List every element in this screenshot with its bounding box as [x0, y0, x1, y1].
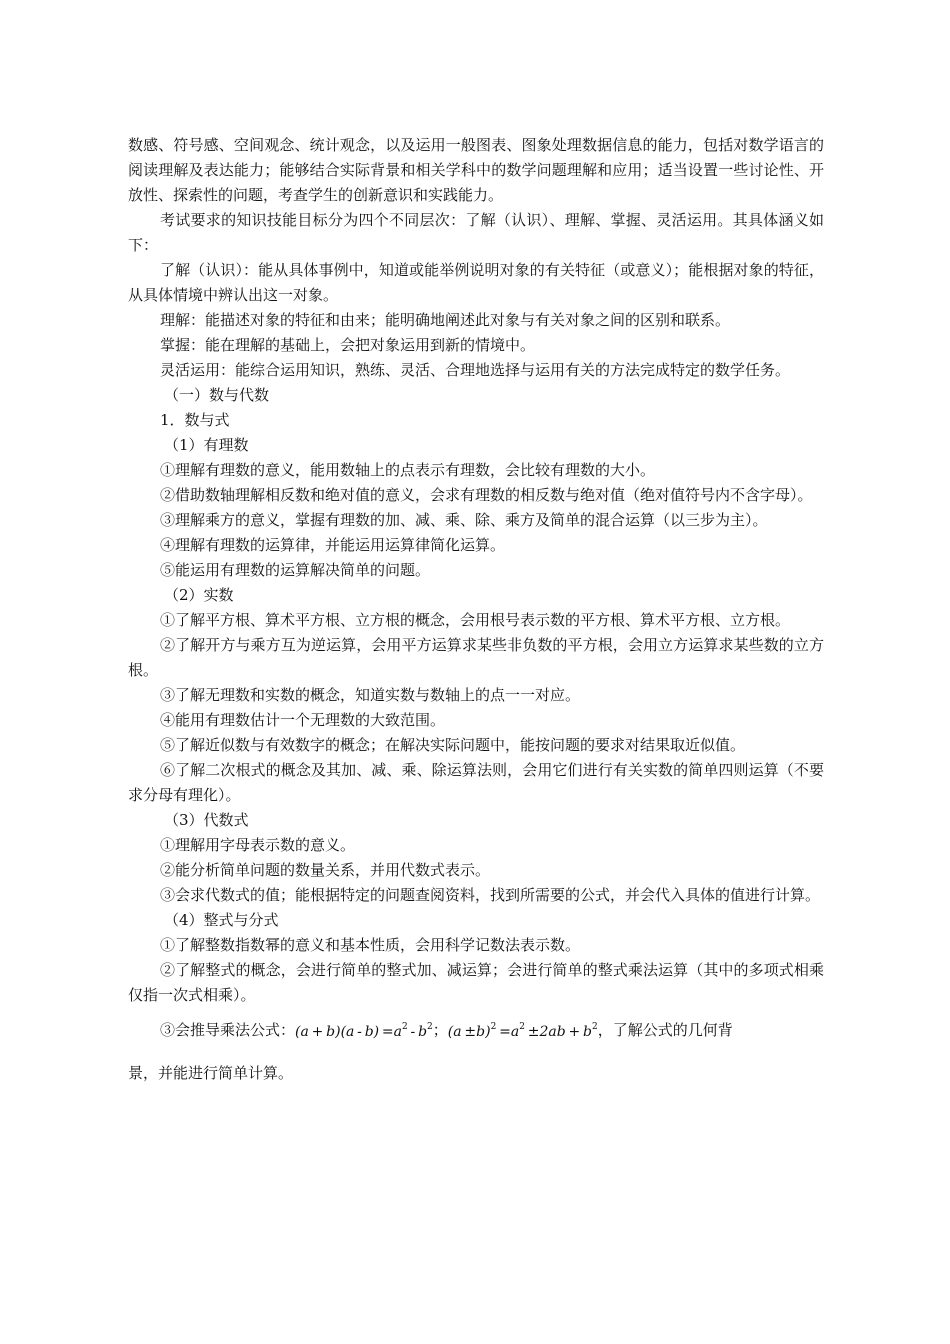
list-item: ⑤能运用有理数的运算解决简单的问题。	[160, 561, 431, 579]
list-item: ②借助数轴理解相反数和绝对值的意义，会求有理数的相反数与绝对值（绝对值符号内不含字母）。	[160, 486, 813, 504]
group-heading: （2）实数	[164, 586, 234, 604]
paragraph-master: 掌握：能在理解的基础上，会把对象运用到新的情境中。	[160, 336, 536, 354]
list-item: ①了解平方根、算术平方根、立方根的概念，会用根号表示数的平方根、算术平方根、立方根。	[160, 611, 791, 629]
paragraph-intro: 数感、符号感、空间观念、统计观念，以及运用一般图表、图象处理数据信息的能力，包括对数学语言的阅读理解及表达能力；能够结合实际背景和相关学科中的数学问题理解和应用；适当设置一些讨论性、开放性、探索性的问题，考查学生的创新意识和实践能力。	[128, 136, 824, 204]
paragraph-understand-recognize: 了解（认识）：能从具体事例中，知道或能举例说明对象的有关特征（或意义）；能根据对象的特征，从具体情境中辨认出这一对象。	[128, 261, 824, 304]
group-heading: （1）有理数	[164, 436, 249, 454]
paragraph-comprehend: 理解：能描述对象的特征和由来；能明确地阐述此对象与有关对象之间的区别和联系。	[160, 311, 731, 329]
subsection-title: 1．数与式	[160, 411, 230, 429]
list-item: ②能分析简单问题的数量关系，并用代数式表示。	[160, 861, 491, 879]
group-heading: （3）代数式	[164, 811, 249, 829]
paragraph-levels: 考试要求的知识技能目标分为四个不同层次：了解（认识）、理解、掌握、灵活运用。其具体涵义如下：	[128, 211, 824, 254]
list-item: ②了解开方与乘方互为逆运算，会用平方运算求某些非负数的平方根，会用立方运算求某些数的立方根。	[128, 636, 824, 679]
formula-prefix: ③会推导乘法公式：	[160, 1020, 296, 1039]
section-title: （一）数与代数	[164, 386, 270, 404]
paragraph-flexible-use: 灵活运用：能综合运用知识，熟练、灵活、合理地选择与运用有关的方法完成特定的数学任务。	[160, 361, 791, 379]
formula-item	[128, 1012, 824, 1047]
list-item: ②了解整式的概念，会进行简单的整式加、减运算；会进行简单的整式乘法运算（其中的多项式相乘仅指一次式相乘）。	[128, 961, 824, 1004]
formula-continuation: 景，并能进行简单计算。	[128, 1064, 294, 1082]
list-item: ①了解整数指数幂的意义和基本性质，会用科学记数法表示数。	[160, 936, 581, 954]
formula-square-of-sum: $(a \pm b)^2 =a^2 \pm 2ab + b^2$	[447, 1022, 598, 1040]
list-item: ③理解乘方的意义，掌握有理数的加、减、乘、除、乘方及简单的混合运算（以三步为主）。	[160, 511, 768, 529]
formula-suffix: ，了解公式的几何背	[597, 1020, 733, 1039]
list-item: ④理解有理数的运算律，并能运用运算律简化运算。	[160, 536, 506, 554]
list-item: ④能用有理数估计一个无理数的大致范围。	[160, 711, 446, 729]
list-item: ①理解有理数的意义，能用数轴上的点表示有理数，会比较有理数的大小。	[160, 461, 656, 479]
list-item: ①理解用字母表示数的意义。	[160, 836, 356, 854]
list-item: ③会求代数式的值；能根据特定的问题查阅资料，找到所需要的公式，并会代入具体的值进行计算。	[160, 886, 821, 904]
formula-difference-of-squares: $(a + b)(a - b) =a^2 - b^2$	[295, 1022, 433, 1040]
list-item: ⑥了解二次根式的概念及其加、减、乘、除运算法则，会用它们进行有关实数的简单四则运算（不要求分母有理化）。	[128, 761, 824, 804]
group-heading: （4）整式与分式	[164, 911, 279, 929]
formula-separator: ；	[432, 1020, 448, 1039]
document-page	[128, 133, 824, 1086]
list-item: ⑤了解近似数与有效数字的概念；在解决实际问题中，能按问题的要求对结果取近似值。	[160, 736, 746, 754]
list-item: ③了解无理数和实数的概念，知道实数与数轴上的点一一对应。	[160, 686, 581, 704]
